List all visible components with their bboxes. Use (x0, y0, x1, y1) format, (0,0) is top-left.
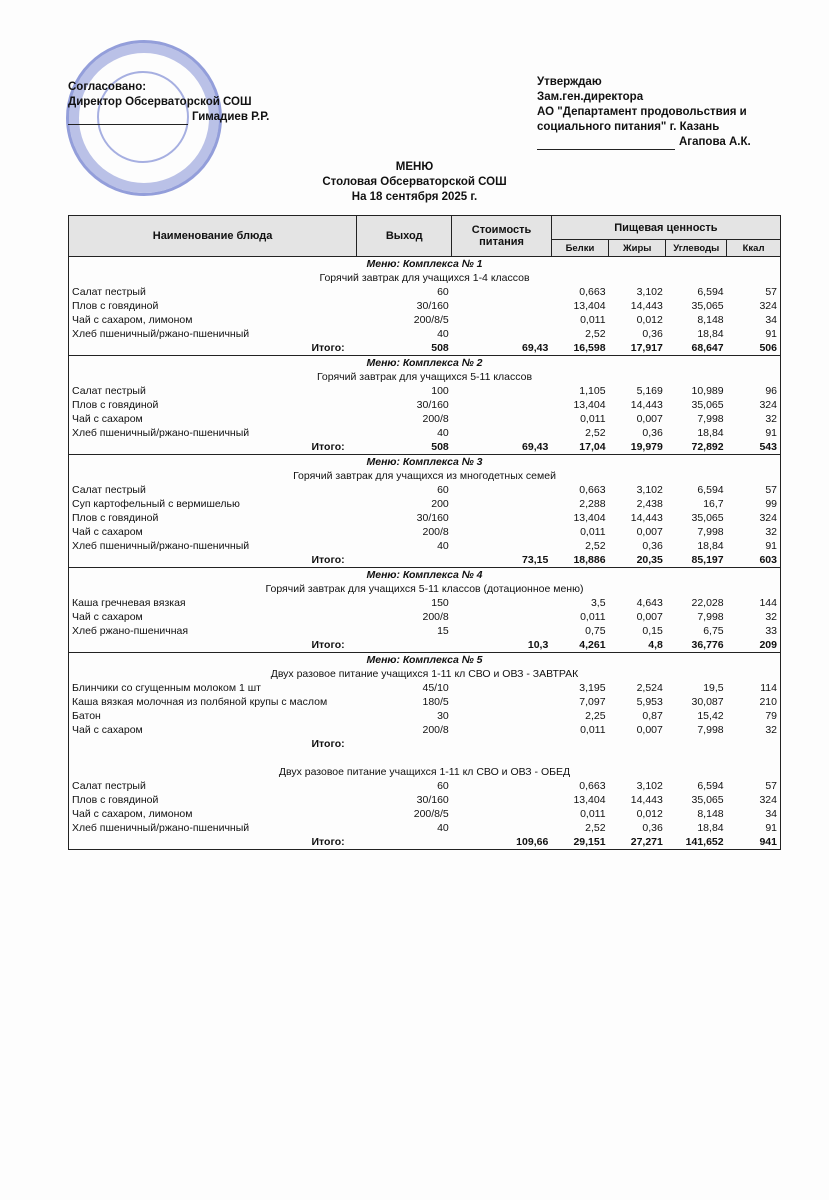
dish-kcal: 91 (765, 822, 777, 834)
dish-carbs: 35,065 (691, 794, 724, 806)
dish-fats: 0,87 (642, 710, 663, 722)
dish-row (69, 821, 781, 835)
total-output: 508 (431, 342, 449, 354)
dish-row (69, 384, 781, 398)
total-output (357, 737, 452, 751)
dish-kcal: 96 (765, 385, 777, 397)
dish-cost (452, 313, 552, 327)
approval-right-org-1: АО "Департамент продовольствия и (537, 106, 747, 118)
dish-name: Каша гречневая вязкая (72, 597, 186, 609)
dish-cost (452, 511, 552, 525)
dish-cost (452, 398, 552, 412)
section-title: Меню: Комплекса № 1 (69, 257, 781, 272)
section-title-row (69, 653, 781, 668)
dish-fats: 0,012 (636, 314, 663, 326)
dish-fats: 0,007 (636, 413, 663, 425)
dish-row (69, 299, 781, 313)
header-cost: Стоимость питания (452, 216, 552, 257)
dish-name: Хлеб пшеничный/ржано-пшеничный (72, 427, 250, 439)
approval-right-position: Зам.ген.директора (537, 91, 644, 103)
dish-cost (452, 285, 552, 299)
total-carbs: 68,647 (691, 342, 724, 354)
dish-output: 30/160 (416, 300, 449, 312)
dish-proteins: 7,097 (579, 696, 606, 708)
dish-fats: 14,443 (630, 794, 663, 806)
dish-name: Блинчики со сгущенным молоком 1 шт (72, 682, 261, 694)
dish-name: Салат пестрый (72, 780, 146, 792)
dish-name: Хлеб пшеничный/ржано-пшеничный (72, 822, 250, 834)
dish-carbs: 35,065 (691, 512, 724, 524)
section-title-row (69, 568, 781, 583)
total-row (69, 737, 781, 751)
dish-kcal: 34 (765, 314, 777, 326)
dish-proteins: 3,195 (579, 682, 606, 694)
dish-kcal: 33 (765, 625, 777, 637)
total-kcal: 603 (759, 554, 777, 566)
dish-fats: 2,438 (636, 498, 663, 510)
approval-left-signer: Гимадиев Р.Р. (192, 111, 270, 123)
dish-fats: 0,007 (636, 724, 663, 736)
total-proteins (551, 737, 608, 751)
dish-carbs: 18,84 (697, 822, 724, 834)
total-cost: 69,43 (522, 441, 549, 453)
dish-fats: 3,102 (636, 780, 663, 792)
dish-cost (452, 497, 552, 511)
dish-kcal: 114 (760, 682, 777, 694)
dish-kcal: 34 (765, 808, 777, 820)
dish-name: Каша вязкая молочная из полбяной крупы с маслом (72, 696, 328, 708)
dish-row (69, 793, 781, 807)
dish-carbs: 22,028 (691, 597, 724, 609)
dish-kcal: 324 (759, 399, 777, 411)
dish-carbs: 35,065 (691, 300, 724, 312)
dish-proteins: 0,663 (579, 484, 606, 496)
dish-output: 15 (437, 625, 449, 637)
dish-fats: 0,012 (636, 808, 663, 820)
section-subtitle: Двух разовое питание учащихся 1-11 кл СВО и ОВЗ - ЗАВТРАК (270, 668, 579, 680)
dish-proteins: 1,105 (579, 385, 606, 397)
dish-fats: 0,36 (642, 328, 663, 340)
total-kcal: 209 (759, 639, 777, 651)
dish-carbs: 7,998 (697, 413, 724, 425)
header-kcal: Ккал (727, 240, 781, 257)
dish-proteins: 0,011 (580, 611, 606, 623)
dish-output: 60 (437, 286, 449, 298)
dish-proteins: 0,011 (580, 413, 606, 425)
section-subtitle-row (69, 271, 781, 285)
dish-output: 200/8/5 (413, 808, 449, 820)
dish-name: Батон (72, 710, 101, 722)
dish-fats: 0,007 (636, 611, 663, 623)
section-title: Меню: Комплекса № 3 (69, 455, 781, 470)
dish-fats: 14,443 (630, 512, 663, 524)
total-fats: 17,917 (630, 342, 663, 354)
total-output (357, 638, 452, 653)
approval-right-label: Утверждаю (537, 76, 602, 88)
dish-fats: 14,443 (630, 399, 663, 411)
section-subtitle: Горячий завтрак для учащихся 5-11 классов (дотационное меню) (265, 583, 584, 595)
dish-proteins: 13,404 (573, 399, 606, 411)
dish-kcal: 324 (759, 794, 777, 806)
header-proteins: Белки (551, 240, 608, 257)
dish-kcal: 91 (765, 427, 777, 439)
dish-name: Плов с говядиной (72, 512, 159, 524)
dish-fats: 5,953 (636, 696, 663, 708)
section-title: Меню: Комплекса № 2 (69, 356, 781, 371)
dish-fats: 0,36 (642, 822, 663, 834)
total-cost: 10,3 (527, 639, 549, 651)
dish-name: Чай с сахаром (72, 526, 143, 538)
total-carbs: 72,892 (691, 441, 724, 453)
dish-cost (452, 695, 552, 709)
dish-kcal: 210 (759, 696, 777, 708)
spacer-row (69, 751, 781, 765)
total-label: Итого: (311, 342, 345, 354)
dish-name: Суп картофельный с вермишелью (72, 498, 240, 510)
dish-cost (452, 709, 552, 723)
dish-kcal: 32 (765, 526, 777, 538)
dish-cost (452, 793, 552, 807)
total-carbs: 141,652 (685, 836, 724, 848)
dish-kcal: 79 (765, 710, 777, 722)
dish-name: Чай с сахаром, лимоном (72, 314, 193, 326)
total-carbs: 85,197 (691, 554, 724, 566)
dish-kcal: 91 (765, 328, 777, 340)
dish-carbs: 18,84 (697, 540, 724, 552)
dish-output: 30/160 (416, 512, 449, 524)
dish-carbs: 6,594 (697, 286, 724, 298)
dish-carbs: 15,42 (697, 710, 724, 722)
section-subtitle: Горячий завтрак для учащихся из многодетных семей (293, 470, 556, 482)
dish-output: 200/8 (422, 611, 449, 623)
dish-proteins: 3,5 (590, 597, 606, 609)
section-subtitle: Горячий завтрак для учащихся 5-11 классов (316, 371, 533, 383)
dish-carbs: 6,594 (697, 484, 724, 496)
dish-fats: 3,102 (636, 286, 663, 298)
dish-cost (452, 384, 552, 398)
dish-proteins: 0,011 (580, 526, 606, 538)
dish-output: 150 (431, 597, 449, 609)
total-fats: 20,35 (636, 554, 663, 566)
dish-fats: 2,524 (636, 682, 663, 694)
total-kcal: 941 (759, 836, 777, 848)
total-proteins: 18,886 (573, 554, 606, 566)
dish-output: 60 (437, 484, 449, 496)
section-subtitle: Двух разовое питание учащихся 1-11 кл СВО и ОВЗ - ОБЕД (278, 766, 571, 778)
dish-proteins: 2,288 (579, 498, 606, 510)
dish-proteins: 2,52 (585, 328, 606, 340)
dish-kcal: 57 (765, 780, 777, 792)
total-carbs: 36,776 (691, 639, 724, 651)
dish-fats: 0,007 (636, 526, 663, 538)
dish-output: 200/8 (422, 413, 449, 425)
total-row (69, 553, 781, 568)
dish-output: 40 (437, 822, 449, 834)
dish-name: Салат пестрый (72, 286, 146, 298)
dish-name: Плов с говядиной (72, 300, 159, 312)
dish-row (69, 709, 781, 723)
dish-fats: 0,36 (642, 427, 663, 439)
dish-output: 30/160 (416, 794, 449, 806)
total-label: Итого: (311, 639, 345, 651)
total-label: Итого: (311, 738, 345, 750)
dish-output: 30 (437, 710, 449, 722)
dish-cost (452, 624, 552, 638)
dish-output: 200 (431, 498, 449, 510)
dish-kcal: 57 (765, 484, 777, 496)
approval-right-org-2: социального питания" г. Казань (537, 121, 720, 133)
dish-fats: 0,36 (642, 540, 663, 552)
dish-cost (452, 412, 552, 426)
dish-fats: 3,102 (636, 484, 663, 496)
dish-kcal: 32 (765, 413, 777, 425)
dish-cost (452, 426, 552, 440)
dish-row (69, 398, 781, 412)
dish-output: 200/8 (422, 724, 449, 736)
section-title: Меню: Комплекса № 4 (69, 568, 781, 583)
dish-fats: 0,15 (642, 625, 663, 637)
approval-left-label: Согласовано: (68, 81, 147, 93)
signature-line (68, 112, 188, 125)
total-cost: 69,43 (522, 342, 549, 354)
dish-row (69, 779, 781, 793)
dish-row (69, 525, 781, 539)
dish-row (69, 624, 781, 638)
dish-cost (452, 610, 552, 624)
dish-carbs: 30,087 (691, 696, 724, 708)
dish-row (69, 313, 781, 327)
approval-left-position: Директор Обсерваторской СОШ (68, 96, 252, 108)
dish-row (69, 539, 781, 553)
header-nutrition: Пищевая ценность (551, 216, 780, 240)
section-title-row (69, 257, 781, 272)
total-proteins: 17,04 (579, 441, 606, 453)
dish-name: Чай с сахаром (72, 413, 143, 425)
dish-carbs: 7,998 (697, 611, 724, 623)
dish-output: 100 (431, 385, 449, 397)
dish-proteins: 13,404 (573, 794, 606, 806)
section-subtitle-row (69, 667, 781, 681)
dish-cost (452, 525, 552, 539)
total-row (69, 638, 781, 653)
section-title: Меню: Комплекса № 5 (69, 653, 781, 668)
dish-output: 180/5 (422, 696, 449, 708)
dish-fats: 14,443 (630, 300, 663, 312)
dish-cost (452, 483, 552, 497)
section-subtitle-row (69, 469, 781, 483)
title-date: На 18 сентября 2025 г. (351, 191, 478, 203)
dish-name: Хлеб ржано-пшеничная (72, 625, 189, 637)
dish-cost (452, 299, 552, 313)
signature-line (537, 137, 675, 150)
dish-row (69, 483, 781, 497)
dish-row (69, 807, 781, 821)
dish-carbs: 16,7 (703, 498, 724, 510)
total-label: Итого: (311, 836, 345, 848)
dish-carbs: 8,148 (697, 314, 724, 326)
dish-name: Чай с сахаром (72, 611, 143, 623)
dish-kcal: 32 (765, 611, 777, 623)
dish-carbs: 8,148 (697, 808, 724, 820)
menu-table (68, 215, 781, 850)
dish-cost (452, 807, 552, 821)
dish-carbs: 35,065 (691, 399, 724, 411)
dish-proteins: 2,25 (585, 710, 606, 722)
section-subtitle-row (69, 370, 781, 384)
dish-carbs: 6,594 (697, 780, 724, 792)
dish-proteins: 0,663 (579, 286, 606, 298)
dish-kcal: 57 (765, 286, 777, 298)
approval-right (537, 75, 751, 150)
total-kcal (727, 737, 781, 751)
total-cost: 109,66 (516, 836, 549, 848)
header-fats: Жиры (609, 240, 666, 257)
total-proteins: 4,261 (579, 639, 606, 651)
dish-cost (452, 681, 552, 695)
total-proteins: 16,598 (573, 342, 606, 354)
section-title-row (69, 356, 781, 371)
header-dish-name: Наименование блюда (69, 216, 357, 257)
dish-fats: 5,169 (636, 385, 663, 397)
title-menu: МЕНЮ (395, 161, 434, 173)
dish-carbs: 18,84 (697, 328, 724, 340)
dish-carbs: 7,998 (697, 526, 724, 538)
dish-name: Салат пестрый (72, 385, 146, 397)
dish-carbs: 7,998 (697, 724, 724, 736)
dish-proteins: 2,52 (585, 822, 606, 834)
header-carbs: Углеводы (666, 240, 727, 257)
header-output: Выход (357, 216, 452, 257)
dish-proteins: 0,75 (585, 625, 606, 637)
dish-carbs: 10,989 (691, 385, 724, 397)
section-subtitle-row (69, 765, 781, 779)
dish-carbs: 18,84 (697, 427, 724, 439)
dish-cost (452, 327, 552, 341)
dish-row (69, 596, 781, 610)
section-title-row (69, 455, 781, 470)
total-fats: 27,271 (630, 836, 663, 848)
dish-name: Чай с сахаром, лимоном (72, 808, 193, 820)
dish-carbs: 19,5 (703, 682, 724, 694)
dish-name: Хлеб пшеничный/ржано-пшеничный (72, 540, 250, 552)
dish-name: Хлеб пшеничный/ржано-пшеничный (72, 328, 250, 340)
dish-proteins: 0,011 (580, 808, 606, 820)
dish-cost (452, 723, 552, 737)
dish-name: Салат пестрый (72, 484, 146, 496)
dish-kcal: 324 (759, 512, 777, 524)
dish-row (69, 327, 781, 341)
total-label: Итого: (311, 441, 345, 453)
dish-kcal: 32 (765, 724, 777, 736)
dish-cost (452, 596, 552, 610)
total-row (69, 835, 781, 850)
dish-proteins: 13,404 (573, 512, 606, 524)
approval-left (68, 80, 269, 125)
dish-name: Плов с говядиной (72, 399, 159, 411)
dish-row (69, 723, 781, 737)
total-fats: 4,8 (648, 639, 663, 651)
total-output (357, 835, 452, 850)
dish-proteins: 2,52 (585, 540, 606, 552)
dish-output: 200/8 (422, 526, 449, 538)
dish-row (69, 511, 781, 525)
dish-cost (452, 539, 552, 553)
dish-carbs: 6,75 (703, 625, 724, 637)
dish-row (69, 695, 781, 709)
menu-section-5 (69, 653, 781, 850)
dish-row (69, 426, 781, 440)
dish-proteins: 0,011 (580, 314, 606, 326)
total-row (69, 341, 781, 356)
dish-cost (452, 779, 552, 793)
dish-output: 60 (437, 780, 449, 792)
total-row (69, 440, 781, 455)
total-kcal: 506 (759, 342, 777, 354)
total-cost: 73,15 (522, 554, 549, 566)
dish-row (69, 285, 781, 299)
dish-kcal: 144 (759, 597, 777, 609)
total-output: 508 (431, 441, 449, 453)
dish-proteins: 13,404 (573, 300, 606, 312)
total-kcal: 543 (759, 441, 777, 453)
approval-right-signer: Агапова А.К. (679, 136, 751, 148)
total-label: Итого: (311, 554, 345, 566)
dish-output: 40 (437, 427, 449, 439)
menu-section-1 (69, 257, 781, 356)
total-proteins: 29,151 (573, 836, 606, 848)
dish-kcal: 99 (765, 498, 777, 510)
total-cost (452, 737, 552, 751)
total-fats: 19,979 (630, 441, 663, 453)
total-carbs (666, 737, 727, 751)
dish-row (69, 681, 781, 695)
dish-output: 45/10 (422, 682, 449, 694)
dish-output: 200/8/5 (413, 314, 449, 326)
dish-name: Плов с говядиной (72, 794, 159, 806)
dish-row (69, 497, 781, 511)
dish-name: Чай с сахаром (72, 724, 143, 736)
section-subtitle: Горячий завтрак для учащихся 1-4 классов (319, 272, 530, 284)
dish-row (69, 610, 781, 624)
title-canteen: Столовая Обсерваторской СОШ (322, 176, 507, 188)
dish-output: 40 (437, 540, 449, 552)
dish-fats: 4,643 (636, 597, 663, 609)
dish-output: 30/160 (416, 399, 449, 411)
menu-section-2 (69, 356, 781, 455)
total-fats (609, 737, 666, 751)
dish-kcal: 324 (759, 300, 777, 312)
dish-output: 40 (437, 328, 449, 340)
dish-cost (452, 821, 552, 835)
total-output (357, 553, 452, 568)
dish-proteins: 0,663 (579, 780, 606, 792)
dish-proteins: 0,011 (580, 724, 606, 736)
dish-kcal: 91 (765, 540, 777, 552)
section-subtitle-row (69, 582, 781, 596)
menu-section-3 (69, 455, 781, 568)
menu-section-4 (69, 568, 781, 653)
dish-proteins: 2,52 (585, 427, 606, 439)
dish-row (69, 412, 781, 426)
